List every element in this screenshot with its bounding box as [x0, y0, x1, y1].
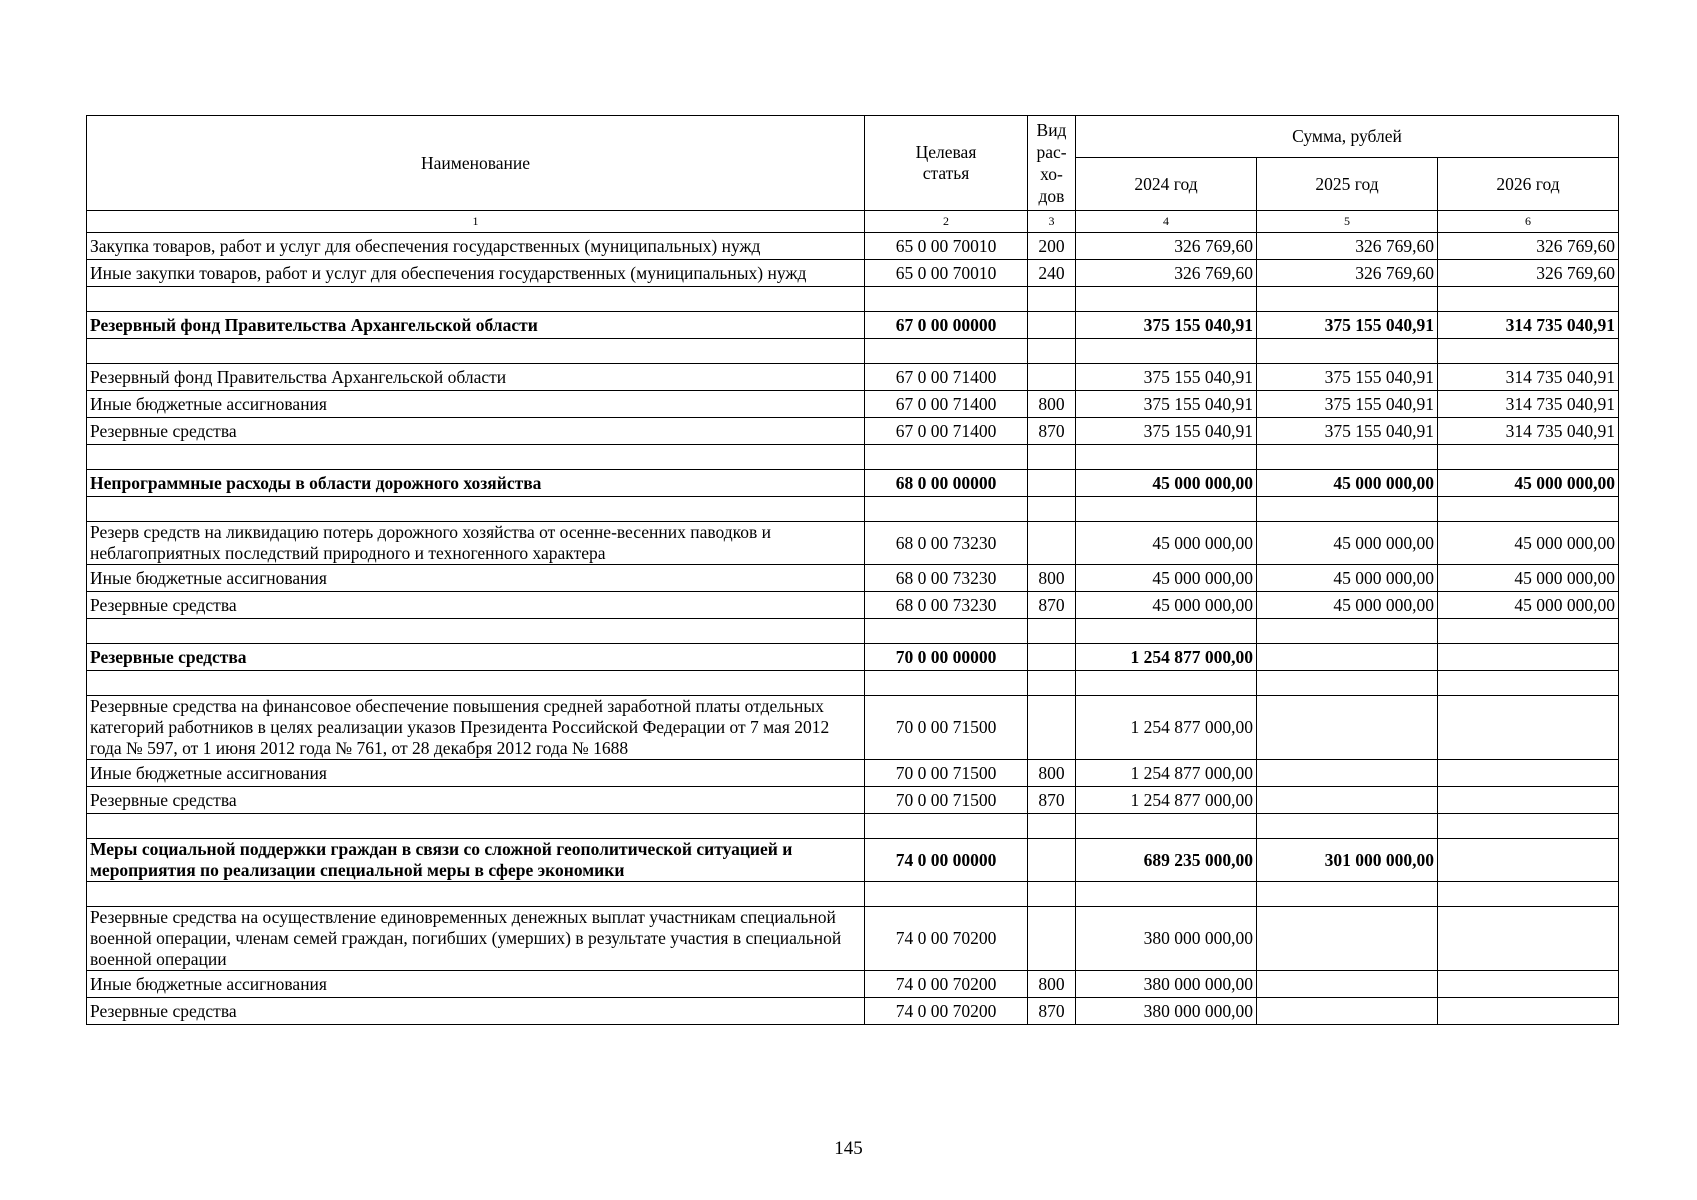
empty-cell: [865, 814, 1028, 839]
cell-name: Иные бюджетные ассигнования: [87, 760, 865, 787]
empty-cell: [865, 882, 1028, 907]
cell-name: Резервные средства: [87, 592, 865, 619]
empty-cell: [87, 619, 865, 644]
spacer-row: [87, 445, 1619, 470]
cell-kind: [1028, 364, 1076, 391]
table-row: [87, 592, 1619, 619]
empty-cell: [1438, 497, 1619, 522]
empty-cell: [1438, 287, 1619, 312]
table-row: [87, 907, 1619, 971]
table-header: [87, 116, 1619, 233]
cell-kind: 870: [1028, 418, 1076, 445]
cell-name: Резервные средства на осуществление единовременных денежных выплат участникам специальной военной операции, членам семей граждан, погибших (умерших) в результате участия в специальной военной операции: [87, 907, 865, 971]
empty-cell: [1438, 671, 1619, 696]
cell-sum-2025: 45 000 000,00: [1257, 522, 1438, 565]
empty-cell: [865, 671, 1028, 696]
cell-name: Иные бюджетные ассигнования: [87, 391, 865, 418]
spacer-row: [87, 287, 1619, 312]
cell-sum-2024: 689 235 000,00: [1076, 839, 1257, 882]
cell-kind: 870: [1028, 592, 1076, 619]
cell-name: Резерв средств на ликвидацию потерь дорожного хозяйства от осенне-весенних паводков и неблагоприятных последствий природного и техногенного характера: [87, 522, 865, 565]
cell-sum-2026: 45 000 000,00: [1438, 565, 1619, 592]
cell-sum-2026: [1438, 644, 1619, 671]
cell-kind: [1028, 470, 1076, 497]
table-row: [87, 233, 1619, 260]
empty-cell: [1257, 497, 1438, 522]
cell-sum-2024: 380 000 000,00: [1076, 907, 1257, 971]
column-number: 5: [1257, 211, 1438, 233]
table-row: [87, 760, 1619, 787]
empty-cell: [1076, 497, 1257, 522]
cell-target: 70 0 00 71500: [865, 696, 1028, 760]
cell-sum-2024: 1 254 877 000,00: [1076, 760, 1257, 787]
cell-sum-2024: 375 155 040,91: [1076, 418, 1257, 445]
cell-kind: [1028, 696, 1076, 760]
empty-cell: [1076, 445, 1257, 470]
cell-sum-2025: [1257, 907, 1438, 971]
cell-sum-2024: 45 000 000,00: [1076, 592, 1257, 619]
cell-sum-2025: 375 155 040,91: [1257, 364, 1438, 391]
spacer-row: [87, 671, 1619, 696]
empty-cell: [1028, 445, 1076, 470]
column-number: 4: [1076, 211, 1257, 233]
empty-cell: [87, 814, 865, 839]
empty-cell: [865, 619, 1028, 644]
cell-name: Резервные средства: [87, 998, 865, 1025]
header-target: [865, 116, 1028, 211]
cell-sum-2026: [1438, 839, 1619, 882]
header-name: Наименование: [87, 116, 865, 211]
header-kind-label: Вид рас-хо-дов: [1036, 120, 1067, 206]
cell-kind: 800: [1028, 565, 1076, 592]
cell-sum-2026: [1438, 998, 1619, 1025]
header-2024: 2024 год: [1076, 158, 1257, 211]
cell-sum-2025: [1257, 696, 1438, 760]
cell-name: Непрограммные расходы в области дорожного хозяйства: [87, 470, 865, 497]
empty-cell: [1438, 619, 1619, 644]
cell-kind: [1028, 644, 1076, 671]
cell-sum-2026: 45 000 000,00: [1438, 470, 1619, 497]
cell-name: Резервный фонд Правительства Архангельской области: [87, 312, 865, 339]
cell-sum-2025: 375 155 040,91: [1257, 391, 1438, 418]
empty-cell: [1438, 882, 1619, 907]
cell-name: Меры социальной поддержки граждан в связи со сложной геополитической ситуацией и мероприятия по реализации специальной меры в сфере экономики: [87, 839, 865, 882]
empty-cell: [1076, 339, 1257, 364]
spacer-row: [87, 497, 1619, 522]
cell-sum-2024: 375 155 040,91: [1076, 312, 1257, 339]
cell-sum-2026: 326 769,60: [1438, 260, 1619, 287]
section-row: [87, 839, 1619, 882]
cell-target: 74 0 00 70200: [865, 971, 1028, 998]
cell-sum-2025: [1257, 644, 1438, 671]
cell-sum-2024: 1 254 877 000,00: [1076, 787, 1257, 814]
cell-target: 70 0 00 71500: [865, 787, 1028, 814]
section-row: [87, 312, 1619, 339]
cell-sum-2024: 380 000 000,00: [1076, 998, 1257, 1025]
cell-sum-2024: 45 000 000,00: [1076, 522, 1257, 565]
cell-sum-2024: 45 000 000,00: [1076, 470, 1257, 497]
cell-sum-2025: 301 000 000,00: [1257, 839, 1438, 882]
cell-target: 70 0 00 71500: [865, 760, 1028, 787]
spacer-row: [87, 339, 1619, 364]
spacer-row: [87, 619, 1619, 644]
cell-kind: [1028, 839, 1076, 882]
empty-cell: [1438, 814, 1619, 839]
empty-cell: [87, 882, 865, 907]
cell-sum-2025: [1257, 787, 1438, 814]
empty-cell: [1028, 814, 1076, 839]
cell-sum-2026: 326 769,60: [1438, 233, 1619, 260]
column-number: 1: [87, 211, 865, 233]
cell-target: 68 0 00 73230: [865, 565, 1028, 592]
column-number: 3: [1028, 211, 1076, 233]
cell-kind: 800: [1028, 760, 1076, 787]
cell-kind: 800: [1028, 971, 1076, 998]
budget-table: [86, 115, 1619, 1025]
cell-kind: [1028, 312, 1076, 339]
cell-target: 74 0 00 70200: [865, 998, 1028, 1025]
cell-sum-2026: [1438, 760, 1619, 787]
column-number: 2: [865, 211, 1028, 233]
cell-sum-2026: [1438, 907, 1619, 971]
cell-sum-2026: 45 000 000,00: [1438, 592, 1619, 619]
empty-cell: [1257, 445, 1438, 470]
empty-cell: [1438, 339, 1619, 364]
cell-name: Иные закупки товаров, работ и услуг для обеспечения государственных (муниципальных) нужд: [87, 260, 865, 287]
empty-cell: [1028, 339, 1076, 364]
cell-sum-2024: 1 254 877 000,00: [1076, 644, 1257, 671]
header-kind: [1028, 116, 1076, 211]
cell-kind: [1028, 522, 1076, 565]
section-row: [87, 470, 1619, 497]
empty-cell: [1076, 287, 1257, 312]
cell-target: 74 0 00 70200: [865, 907, 1028, 971]
empty-cell: [1257, 339, 1438, 364]
cell-sum-2025: 326 769,60: [1257, 233, 1438, 260]
cell-sum-2026: [1438, 696, 1619, 760]
cell-sum-2025: [1257, 760, 1438, 787]
empty-cell: [1028, 497, 1076, 522]
cell-target: 68 0 00 73230: [865, 522, 1028, 565]
empty-cell: [1076, 671, 1257, 696]
empty-cell: [1257, 619, 1438, 644]
cell-target: 67 0 00 71400: [865, 391, 1028, 418]
cell-kind: [1028, 907, 1076, 971]
empty-cell: [1257, 671, 1438, 696]
spacer-row: [87, 882, 1619, 907]
empty-cell: [1028, 882, 1076, 907]
cell-sum-2024: 326 769,60: [1076, 260, 1257, 287]
cell-sum-2024: 375 155 040,91: [1076, 391, 1257, 418]
table-row: [87, 971, 1619, 998]
cell-sum-2026: 45 000 000,00: [1438, 522, 1619, 565]
cell-target: 68 0 00 00000: [865, 470, 1028, 497]
empty-cell: [1076, 619, 1257, 644]
cell-kind: 240: [1028, 260, 1076, 287]
cell-name: Резервные средства: [87, 787, 865, 814]
cell-sum-2024: 375 155 040,91: [1076, 364, 1257, 391]
empty-cell: [1438, 445, 1619, 470]
empty-cell: [1076, 814, 1257, 839]
empty-cell: [1028, 287, 1076, 312]
cell-sum-2025: [1257, 971, 1438, 998]
cell-sum-2026: 314 735 040,91: [1438, 364, 1619, 391]
cell-name: Закупка товаров, работ и услуг для обеспечения государственных (муниципальных) нужд: [87, 233, 865, 260]
cell-sum-2024: 326 769,60: [1076, 233, 1257, 260]
header-2025: 2025 год: [1257, 158, 1438, 211]
cell-sum-2025: 326 769,60: [1257, 260, 1438, 287]
table-row: [87, 565, 1619, 592]
cell-target: 65 0 00 70010: [865, 260, 1028, 287]
empty-cell: [1257, 882, 1438, 907]
cell-target: 74 0 00 00000: [865, 839, 1028, 882]
cell-kind: 800: [1028, 391, 1076, 418]
cell-sum-2025: 45 000 000,00: [1257, 470, 1438, 497]
table-row: [87, 696, 1619, 760]
cell-sum-2025: 45 000 000,00: [1257, 565, 1438, 592]
cell-sum-2026: [1438, 971, 1619, 998]
empty-cell: [1257, 814, 1438, 839]
cell-kind: 870: [1028, 998, 1076, 1025]
cell-name: Резервный фонд Правительства Архангельской области: [87, 364, 865, 391]
page-number: 145: [834, 1138, 863, 1159]
section-row: [87, 644, 1619, 671]
cell-sum-2026: [1438, 787, 1619, 814]
column-number: 6: [1438, 211, 1619, 233]
cell-name: Резервные средства: [87, 418, 865, 445]
cell-name: Иные бюджетные ассигнования: [87, 971, 865, 998]
table-row: [87, 364, 1619, 391]
table-row: [87, 998, 1619, 1025]
cell-kind: 870: [1028, 787, 1076, 814]
cell-sum-2026: 314 735 040,91: [1438, 391, 1619, 418]
cell-sum-2025: [1257, 998, 1438, 1025]
empty-cell: [87, 339, 865, 364]
cell-name: Резервные средства на финансовое обеспечение повышения средней заработной платы отдельных категорий работников в целях реализации указов Президента Российской Федерации от 7 мая 2012 года № 597, от 1 июня 2012 года № 761, от 28 декабря 2012 года № 1688: [87, 696, 865, 760]
empty-cell: [865, 287, 1028, 312]
header-target-label: Целевая статья: [915, 142, 977, 183]
cell-sum-2026: 314 735 040,91: [1438, 312, 1619, 339]
cell-name: Резервные средства: [87, 644, 865, 671]
cell-target: 65 0 00 70010: [865, 233, 1028, 260]
empty-cell: [865, 497, 1028, 522]
empty-cell: [1028, 671, 1076, 696]
cell-name: Иные бюджетные ассигнования: [87, 565, 865, 592]
cell-target: 67 0 00 71400: [865, 364, 1028, 391]
cell-kind: 200: [1028, 233, 1076, 260]
cell-target: 70 0 00 00000: [865, 644, 1028, 671]
spacer-row: [87, 814, 1619, 839]
cell-sum-2024: 1 254 877 000,00: [1076, 696, 1257, 760]
cell-target: 67 0 00 71400: [865, 418, 1028, 445]
empty-cell: [87, 287, 865, 312]
cell-target: 68 0 00 73230: [865, 592, 1028, 619]
empty-cell: [865, 339, 1028, 364]
empty-cell: [87, 671, 865, 696]
empty-cell: [87, 497, 865, 522]
cell-target: 67 0 00 00000: [865, 312, 1028, 339]
header-sum: Сумма, рублей: [1076, 116, 1619, 158]
table-row: [87, 418, 1619, 445]
cell-sum-2024: 45 000 000,00: [1076, 565, 1257, 592]
cell-sum-2026: 314 735 040,91: [1438, 418, 1619, 445]
column-numbers-row: [87, 211, 1619, 233]
cell-sum-2025: 45 000 000,00: [1257, 592, 1438, 619]
table-row: [87, 522, 1619, 565]
header-2026: 2026 год: [1438, 158, 1619, 211]
table-row: [87, 260, 1619, 287]
table-row: [87, 787, 1619, 814]
table-row: [87, 391, 1619, 418]
empty-cell: [1076, 882, 1257, 907]
empty-cell: [87, 445, 865, 470]
cell-sum-2025: 375 155 040,91: [1257, 312, 1438, 339]
table-body: [87, 233, 1619, 1025]
empty-cell: [865, 445, 1028, 470]
cell-sum-2025: 375 155 040,91: [1257, 418, 1438, 445]
empty-cell: [1257, 287, 1438, 312]
cell-sum-2024: 380 000 000,00: [1076, 971, 1257, 998]
empty-cell: [1028, 619, 1076, 644]
